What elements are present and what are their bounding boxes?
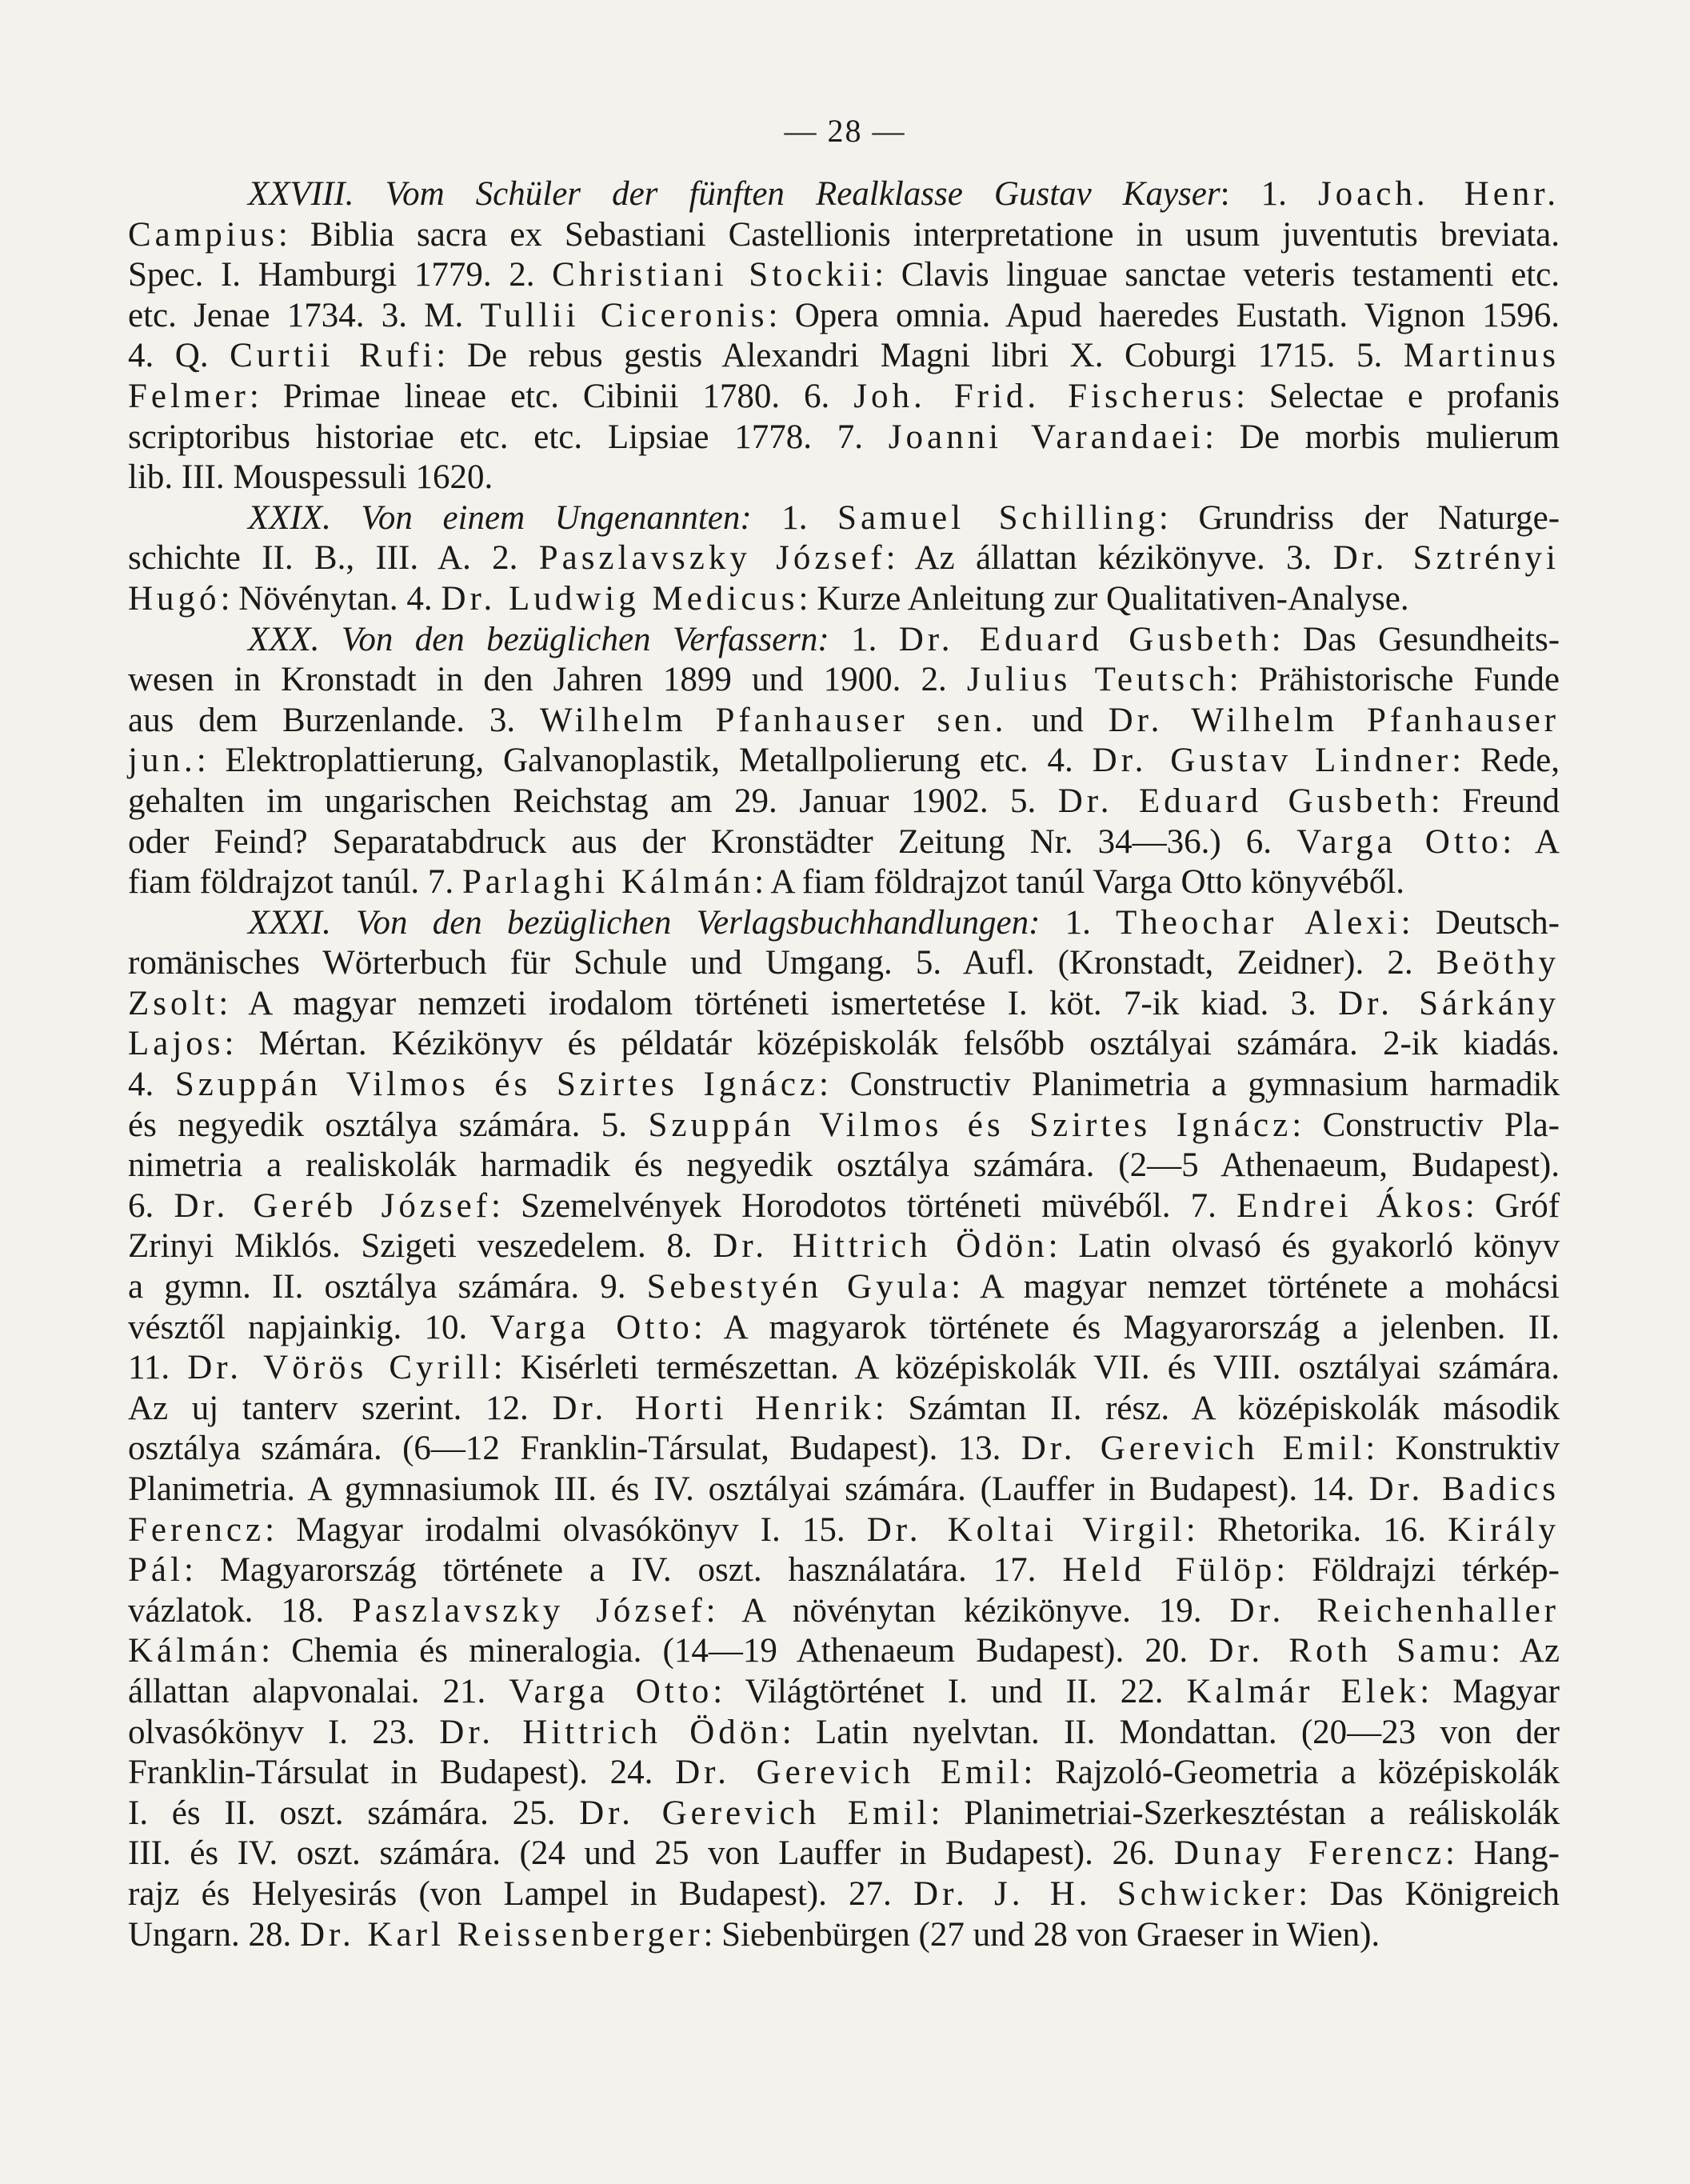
spaced-name: Dr. Geréb József	[174, 1186, 492, 1225]
spaced-name: Dr. Karl Reissenberger	[299, 1915, 704, 1954]
text-line: XXXI. Von den bezüglichen Verlagsbuchhandlungen: 1. Theochar Alexi: Deutsch-	[248, 903, 1560, 942]
spaced-name: Parlaghi Kálmán	[461, 863, 755, 902]
text-line: Zsolt: A magyar nemzeti irodalom történeti ismertetése I. köt. 7-ik kiad. 3. Dr. Sárkány	[128, 984, 1560, 1022]
text-line: vésztől napjainkig. 10. Varga Otto: A magyarok története és Magyarország a jelenben. II.	[128, 1308, 1560, 1346]
spaced-name: Dr. Badics	[1368, 1470, 1560, 1508]
text-line: 6. Dr. Geréb József: Szemelvények Horodotos történeti müvéből. 7. Endrei Ákos: Gróf	[128, 1186, 1560, 1225]
text-line: XXIX. Von einem Ungenannten: 1. Samuel Schilling: Grundriss der Naturge-	[248, 498, 1560, 537]
spaced-name: Dr. Reichenhaller	[1229, 1591, 1560, 1630]
text-line: XXX. Von den bezüglichen Verfassern: 1. Dr. Eduard Gusbeth: Das Gesundheits-	[248, 620, 1560, 658]
text-line: Zrinyi Miklós. Szigeti veszedelem. 8. Dr. Hittrich Ödön: Latin olvasó és gyakorló könyv	[128, 1227, 1560, 1266]
spaced-name: Paszlavszky József	[538, 539, 886, 578]
spaced-name: Dr. Vörös Cyrill	[187, 1349, 493, 1387]
spaced-name: Varga Otto	[1296, 822, 1503, 861]
spaced-name: Pál	[128, 1551, 184, 1590]
spaced-name: Dr. Roth Samu	[1209, 1632, 1492, 1670]
text-line: etc. Jenae 1734. 3. M. Tullii Ciceronis: Opera omnia. Apud haeredes Eustath. Vignon 1596.	[128, 296, 1560, 334]
spaced-name: Dr. Hittrich Ödön	[713, 1227, 1049, 1266]
spaced-name: Kalmár Elek	[1186, 1672, 1420, 1710]
text-line: wesen in Kronstadt in den Jahren 1899 und 1900. 2. Julius Teutsch: Prähistorische Funde	[128, 661, 1560, 699]
page-number: — 28 —	[784, 113, 906, 149]
text-line: a gymn. II. osztálya számára. 9. Sebestyén Gyula: A magyar nemzet története a mohácsi	[128, 1268, 1560, 1306]
text-line: lib. III. Mouspessuli 1620.	[128, 458, 493, 497]
spaced-name: Dr. Eduard Gusbeth	[1057, 782, 1431, 820]
section-heading: XXX. Von den bezüglichen Verfassern:	[248, 620, 829, 658]
text-line: osztálya számára. (6—12 Franklin-Társulat, Budapest). 13. Dr. Gerevich Emil: Konstruktiv	[128, 1430, 1560, 1468]
spaced-name: Dr. Horti Henrik	[552, 1389, 875, 1427]
text-line: Az uj tanterv szerint. 12. Dr. Horti Henrik: Számtan II. rész. A középiskolák második	[128, 1389, 1560, 1427]
text-line: rajz és Helyesirás (von Lampel in Budapest). 27. Dr. J. H. Schwicker: Das Königreich	[128, 1874, 1560, 1913]
spaced-name: Beöthy	[1436, 944, 1560, 982]
text-line: Kálmán: Chemia és mineralogia. (14—19 Athenaeum Budapest). 20. Dr. Roth Samu: Az	[128, 1632, 1560, 1670]
spaced-name: Dr. Ludwig Medicus	[441, 579, 799, 618]
text-line: Felmer: Primae lineae etc. Cibinii 1780. 6. Joh. Frid. Fischerus: Selectae e profanis	[128, 377, 1560, 415]
spaced-name: Wilhelm Pfanhauser sen.	[539, 701, 1008, 739]
spaced-name: Tullii Ciceronis	[480, 296, 769, 334]
text-line: XXVIII. Vom Schüler der fünften Realklasse Gustav Kayser: 1. Joach. Henr.	[248, 175, 1560, 213]
spaced-name: Varga Otto	[509, 1672, 713, 1710]
text-line: fiam földrajzot tanúl. 7. Parlaghi Kálmán: A fiam földrajzot tanúl Varga Otto könyvéből.	[128, 863, 1404, 902]
spaced-name: Dr. Gerevich Emil	[579, 1794, 931, 1832]
spaced-name: Sebestyén Gyula	[646, 1268, 952, 1306]
text-line: Ungarn. 28. Dr. Karl Reissenberger: Siebenbürgen (27 und 28 von Graeser in Wien).	[128, 1915, 1380, 1954]
text-line: romänisches Wörterbuch für Schule und Umgang. 5. Aufl. (Kronstadt, Zeidner). 2. Beöthy	[128, 944, 1560, 982]
text-line: oder Feind? Separatabdruck aus der Kronstädter Zeitung Nr. 34—36.) 6. Varga Otto: A	[128, 822, 1560, 861]
section-heading: XXIX. Von einem Ungenannten:	[248, 498, 752, 537]
text-line: nimetria a realiskolák harmadik és negyedik osztálya számára. (2—5 Athenaeum, Budapest).	[128, 1146, 1560, 1185]
text-line: Planimetria. A gymnasiumok III. és IV. osztályai számára. (Lauffer in Budapest). 14. Dr. Badics	[128, 1470, 1560, 1508]
text-line: aus dem Burzenlande. 3. Wilhelm Pfanhauser sen. und Dr. Wilhelm Pfanhauser	[128, 701, 1560, 739]
spaced-name: Dr. Koltai Virgil	[866, 1510, 1186, 1549]
text-line: 11. Dr. Vörös Cyrill: Kisérleti természettan. A középiskolák VII. és VIII. osztályai számára.	[128, 1349, 1560, 1387]
spaced-name: Felmer	[128, 377, 250, 415]
spaced-name: Dr. J. H. Schwicker	[913, 1874, 1299, 1913]
text-line: és negyedik osztálya számára. 5. Szuppán Vilmos és Szirtes Ignácz: Constructiv Pla-	[128, 1106, 1560, 1144]
text-line: Franklin-Társulat in Budapest). 24. Dr. Gerevich Emil: Rajzoló-Geometria a középiskolák	[128, 1754, 1560, 1792]
spaced-name: Joanni Varandaei	[888, 418, 1205, 456]
text-line: Pál: Magyarország története a IV. oszt. használatára. 17. Held Fülöp: Földrajzi térkép-	[128, 1551, 1560, 1590]
text-line: Spec. I. Hamburgi 1779. 2. Christiani Stockii: Clavis linguae sanctae veteris testamenti etc.	[128, 256, 1560, 294]
spaced-name: Christiani Stockii	[552, 256, 875, 294]
spaced-name: Dr. Eduard Gusbeth	[898, 620, 1272, 658]
text-line: Hugó: Növénytan. 4. Dr. Ludwig Medicus: Kurze Anleitung zur Qualitativen-Analyse.	[128, 579, 1409, 618]
spaced-name: Zsolt	[128, 984, 219, 1022]
spaced-name: Samuel Schilling	[837, 498, 1159, 537]
text-line: Lajos: Mértan. Kézikönyv és példatár középiskolák felsőbb osztályai számára. 2-ik kiadás.	[128, 1025, 1560, 1063]
text-line: Ferencz: Magyar irodalmi olvasókönyv I. 15. Dr. Koltai Virgil: Rhetorika. 16. Király	[128, 1510, 1560, 1549]
spaced-name: Joach. Henr.	[1317, 175, 1560, 213]
text-line: olvasókönyv I. 23. Dr. Hittrich Ödön: Latin nyelvtan. II. Mondattan. (20—23 von der	[128, 1713, 1560, 1751]
spaced-name: Király	[1448, 1510, 1560, 1549]
section-heading: XXXI. Von den bezüglichen Verlagsbuchhandlungen:	[248, 903, 1041, 942]
spaced-name: Dr. Sztrényi	[1332, 539, 1560, 578]
spaced-name: Kálmán	[128, 1632, 262, 1670]
text-line: schichte II. B., III. A. 2. Paszlavszky József: Az állattan kézikönyve. 3. Dr. Sztrényi	[128, 539, 1560, 578]
spaced-name: Dr. Gustav Lindner	[1092, 742, 1452, 780]
spaced-name: Dr. Wilhelm Pfanhauser	[1108, 701, 1560, 739]
text-line: III. és IV. oszt. számára. (24 und 25 von Lauffer in Budapest). 26. Dunay Ferencz: Hang-	[128, 1834, 1560, 1873]
spaced-name: Dr. Sárkány	[1338, 984, 1560, 1022]
text-line: 4. Q. Curtii Rufi: De rebus gestis Alexandri Magni libri X. Coburgi 1715. 5. Martinus	[128, 337, 1560, 375]
spaced-name: Joh. Frid. Fischerus	[853, 377, 1236, 415]
text-line: scriptoribus historiae etc. etc. Lipsiae 1778. 7. Joanni Varandaei: De morbis mulierum	[128, 418, 1560, 456]
spaced-name: Lajos	[128, 1025, 225, 1063]
text-line: Campius: Biblia sacra ex Sebastiani Castellionis interpretatione in usum juventutis breviata.	[128, 215, 1560, 254]
spaced-name: Szuppán Vilmos és Szirtes Ignácz	[174, 1066, 820, 1104]
spaced-name: Paszlavszky József	[352, 1591, 706, 1630]
spaced-name: Curtii Rufi	[230, 337, 437, 375]
spaced-name: Hugó	[128, 579, 221, 618]
spaced-name: Dr. Gerevich Emil	[1021, 1430, 1366, 1468]
spaced-name: Dr. Gerevich Emil	[675, 1754, 1024, 1792]
spaced-name: Szuppán Vilmos és Szirtes Ignácz	[648, 1106, 1292, 1144]
spaced-name: Varga Otto	[489, 1308, 693, 1346]
spaced-name: Dunay Ferencz	[1173, 1834, 1446, 1873]
spaced-name: Dr. Hittrich Ödön	[439, 1713, 782, 1751]
spaced-name: jun.	[128, 742, 197, 780]
section-heading: XXVIII. Vom Schüler der fünften Realklasse Gustav Kayser	[248, 175, 1221, 213]
text-line: 4. Szuppán Vilmos és Szirtes Ignácz: Constructiv Planimetria a gymnasium harmadik	[128, 1066, 1560, 1104]
text-line: I. és II. oszt. számára. 25. Dr. Gerevich Emil: Planimetriai-Szerkesztéstan a reáliskolák	[128, 1794, 1560, 1832]
spaced-name: Theochar Alexi	[1116, 903, 1401, 942]
spaced-name: Campius	[128, 215, 278, 254]
spaced-name: Martinus	[1403, 337, 1560, 375]
spaced-name: Endrei Ákos	[1237, 1186, 1465, 1225]
text-line: gehalten im ungarischen Reichstag am 29. Januar 1902. 5. Dr. Eduard Gusbeth: Freund	[128, 782, 1560, 820]
spaced-name: Held Fülöp	[1062, 1551, 1276, 1590]
text-line: jun.: Elektroplattierung, Galvanoplastik, Metallpolierung etc. 4. Dr. Gustav Lindner: Rede,	[128, 742, 1560, 780]
body-text	[128, 174, 1560, 1955]
spaced-name: Julius Teutsch	[966, 661, 1229, 699]
text-line: vázlatok. 18. Paszlavszky József: A növénytan kézikönyve. 19. Dr. Reichenhaller	[128, 1591, 1560, 1630]
spaced-name: Ferencz	[128, 1510, 266, 1549]
text-line: állattan alapvonalai. 21. Varga Otto: Világtörténet I. und II. 22. Kalmár Elek: Magyar	[128, 1672, 1560, 1710]
